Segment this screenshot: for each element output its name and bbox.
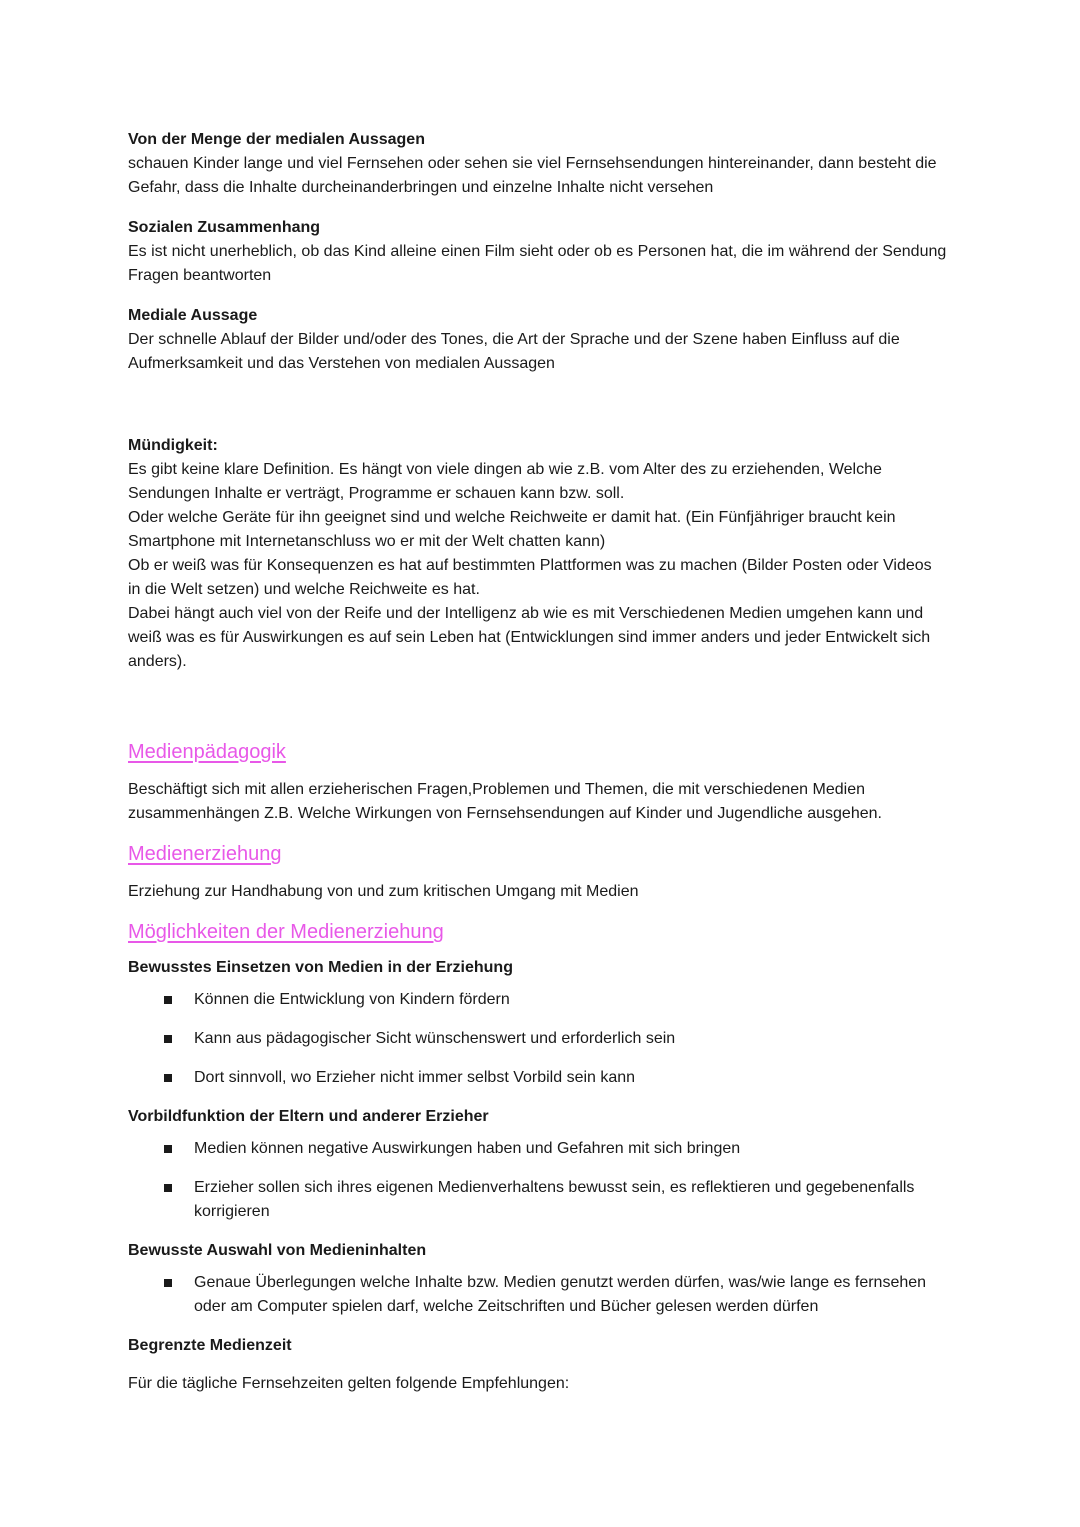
group-heading-einsetzen: Bewusstes Einsetzen von Medien in der Erziehung — [128, 959, 513, 976]
bullet-list-vorbild — [128, 1137, 948, 1224]
list-item: Können die Entwicklung von Kindern fördern — [164, 988, 948, 1012]
square-bullet-icon — [164, 1184, 172, 1192]
muendigkeit-line: Dabei hängt auch viel von der Reife und der Intelligenz ab wie es mit Verschiedenen Medien umgehen kann und weiß was es für Auswirkungen es auf sein Leben hat (Entwicklungen sind immer anders und jeder Entwickelt sich anders). — [128, 605, 931, 670]
medienpaedagogik-body: Beschäftigt sich mit allen erzieherischen Fragen,Problemen und Themen, die mit verschiedenen Medien zusammenhängen Z.B. Welche Wirkungen von Fernsehsendungen auf Kinder und Jugendliche ausgehen. — [128, 781, 882, 822]
square-bullet-icon — [164, 1145, 172, 1153]
list-item: Kann aus pädagogischer Sicht wünschenswert und erforderlich sein — [164, 1027, 948, 1051]
medienerziehung-body: Erziehung zur Handhabung von und zum kritischen Umgang mit Medien — [128, 883, 639, 900]
section-body: Der schnelle Ablauf der Bilder und/oder des Tones, die Art der Sprache und der Szene haben Einfluss auf die Aufmerksamkeit und das Verstehen von medialen Aussagen — [128, 331, 900, 372]
square-bullet-icon — [164, 1035, 172, 1043]
group-heading-vorbild: Vorbildfunktion der Eltern und anderer Erzieher — [128, 1108, 489, 1125]
medienpaedagogik-title-link[interactable]: Medienpädagogik — [128, 741, 286, 763]
moeglichkeiten-title-link[interactable]: Möglichkeiten der Medienerziehung — [128, 921, 444, 943]
list-item: Genaue Überlegungen welche Inhalte bzw. Medien genutzt werden dürfen, was/wie lange es fernsehen oder am Computer spielen darf, welche Zeitschriften und Bücher gelesen werden dürfen — [164, 1271, 948, 1319]
section-heading: Von der Menge der medialen Aussagen — [128, 131, 425, 148]
square-bullet-icon — [164, 1074, 172, 1082]
medienzeit-body: Für die tägliche Fernsehzeiten gelten folgende Empfehlungen: — [128, 1375, 570, 1392]
muendigkeit-line: Es gibt keine klare Definition. Es hängt von viele dingen ab wie z.B. vom Alter des zu erziehenden, Welche Sendungen Inhalte er verträgt, Programme er schauen kann bzw. soll. — [128, 461, 882, 502]
section-heading: Mediale Aussage — [128, 307, 258, 324]
muendigkeit-line: Ob er weiß was für Konsequenzen es hat auf bestimmten Plattformen was zu machen (Bilder Posten oder Videos in die Welt setzen) und welche Reichweite es hat. — [128, 557, 932, 598]
medienerziehung-title-link[interactable]: Medienerziehung — [128, 843, 282, 865]
section-muendigkeit — [128, 434, 948, 674]
bullet-list-auswahl — [128, 1271, 948, 1319]
section-sozial — [128, 216, 948, 288]
section-heading: Sozialen Zusammenhang — [128, 219, 321, 236]
document-page — [128, 128, 948, 1396]
section-body: schauen Kinder lange und viel Fernsehen oder sehen sie viel Fernsehsendungen hintereinander, dann besteht die Gefahr, dass die Inhalte durcheinanderbringen und einzelne Inhalte nicht versehen — [128, 155, 937, 196]
group-heading-medienzeit: Begrenzte Medienzeit — [128, 1337, 292, 1354]
square-bullet-icon — [164, 996, 172, 1004]
section-menge — [128, 128, 948, 200]
muendigkeit-heading: Mündigkeit: — [128, 437, 218, 454]
list-item: Medien können negative Auswirkungen haben und Gefahren mit sich bringen — [164, 1137, 948, 1161]
section-body: Es ist nicht unerheblich, ob das Kind alleine einen Film sieht oder ob es Personen hat, die im während der Sendung Fragen beantworten — [128, 243, 947, 284]
bullet-list-einsetzen — [128, 988, 948, 1090]
list-item: Erzieher sollen sich ihres eigenen Medienverhaltens bewusst sein, es reflektieren und gegebenenfalls korrigieren — [164, 1176, 948, 1224]
list-item: Dort sinnvoll, wo Erzieher nicht immer selbst Vorbild sein kann — [164, 1066, 948, 1090]
muendigkeit-line: Oder welche Geräte für ihn geeignet sind und welche Reichweite er damit hat. (Ein Fünfjähriger braucht kein Smartphone mit Internetanschluss wo er mit der Welt chatten kann) — [128, 509, 896, 550]
group-heading-auswahl: Bewusste Auswahl von Medieninhalten — [128, 1242, 427, 1259]
section-mediale-aussage — [128, 304, 948, 376]
square-bullet-icon — [164, 1279, 172, 1287]
